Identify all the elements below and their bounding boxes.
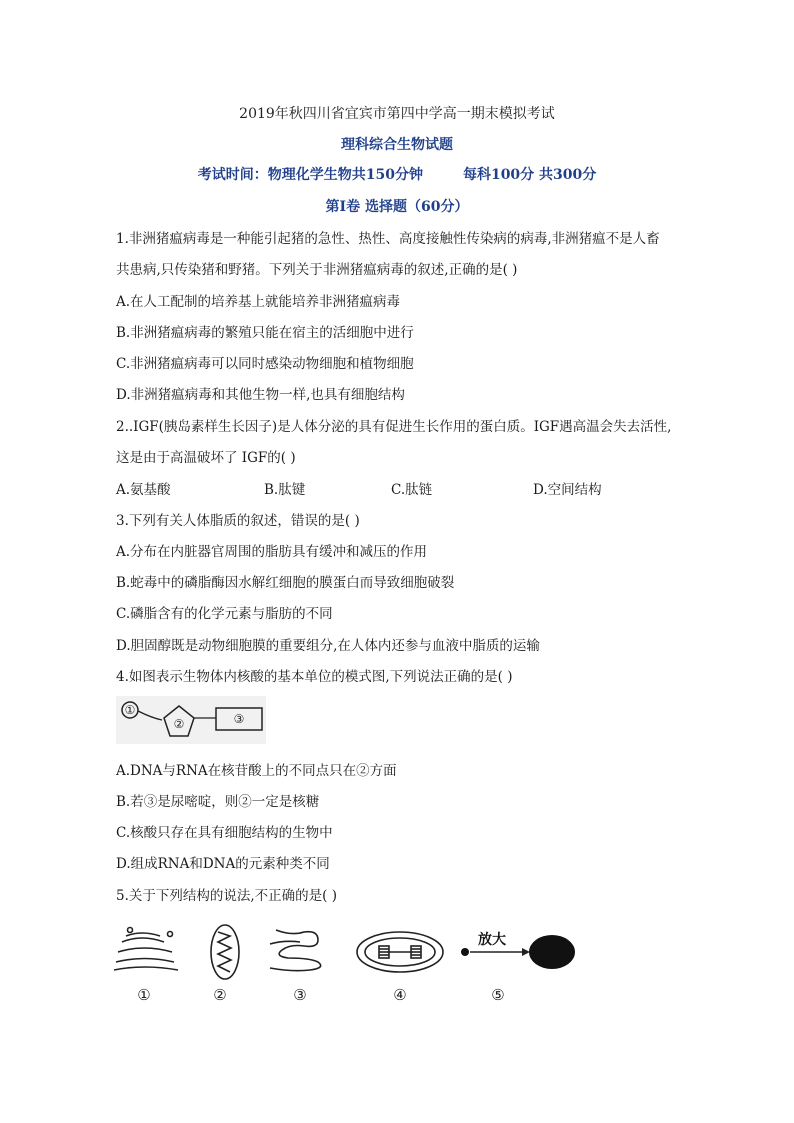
q3-option-c: C.磷脂含有的化学元素与脂肪的不同 bbox=[116, 606, 333, 622]
q4-stem: 4.如图表示生物体内核酸的基本单位的模式图,下列说法正确的是( ) bbox=[116, 669, 513, 685]
endoplasmic-reticulum-icon bbox=[270, 930, 321, 971]
q2-stem-line1: 2..IGF(胰岛素样生长因子)是人体分泌的具有促进生长作用的蛋白质。IGF遇高温会失去活性, bbox=[116, 419, 672, 435]
q3-option-a: A.分布在内脏器官周围的脂肪具有缓冲和减压的作用 bbox=[116, 544, 428, 560]
q4-option-c: C.核酸只存在具有细胞结构的生物中 bbox=[116, 825, 333, 841]
q4-option-b: B.若③是尿嘧啶，则②一定是核糖 bbox=[116, 794, 320, 810]
q2-options bbox=[116, 478, 676, 498]
fig5-label-3: ③ bbox=[293, 986, 307, 1004]
q2-option-a: A.氨基酸 bbox=[116, 482, 171, 498]
nucleotide-diagram bbox=[116, 696, 266, 744]
q1-option-a: A.在人工配制的培养基上就能培养非洲猪瘟病毒 bbox=[116, 294, 401, 310]
q1-option-c: C.非洲猪瘟病毒可以同时感染动物细胞和植物细胞 bbox=[116, 356, 414, 372]
q4-option-d: D.组成RNA和DNA的元素种类不同 bbox=[116, 856, 330, 872]
mitochondrion-icon bbox=[211, 925, 239, 979]
exam-info bbox=[0, 164, 794, 184]
q1-option-b: B.非洲猪瘟病毒的繁殖只能在宿主的活细胞中进行 bbox=[116, 325, 414, 341]
fig5-label-4: ④ bbox=[393, 986, 407, 1004]
q4-option-a: A.DNA与RNA在核苷酸上的不同点只在②方面 bbox=[116, 763, 397, 779]
q1-stem-line2: 共患病,只传染猪和野猪。下列关于非洲猪瘟病毒的叙述,正确的是( ) bbox=[116, 262, 518, 278]
q3-option-d: D.胆固醇既是动物细胞膜的重要组分,在人体内还参与血液中脂质的运输 bbox=[116, 638, 540, 654]
fig5-label-1: ① bbox=[137, 986, 151, 1004]
exam-subtitle: 理科综合生物试题 bbox=[341, 137, 453, 153]
fig4-label-2: ② bbox=[173, 717, 185, 731]
fig5-label-2: ② bbox=[213, 986, 227, 1004]
cell-structures-diagram bbox=[104, 922, 594, 1010]
chloroplast-icon bbox=[357, 932, 443, 972]
q2-stem-line2: 这是由于高温破坏了 IGF的( ) bbox=[116, 450, 296, 466]
fig5-label-5: ⑤ bbox=[491, 986, 505, 1004]
q2-option-b: B.肽键 bbox=[264, 482, 306, 498]
q2-option-d: D.空间结构 bbox=[533, 482, 602, 498]
exam-time: 考试时间：物理化学生物共150分钟 bbox=[197, 167, 423, 183]
golgi-apparatus-icon bbox=[114, 928, 178, 971]
q1-stem-line1: 1.非洲猪瘟病毒是一种能引起猪的急性、热性、高度接触性传染病的病毒,非洲猪瘟不是人畜 bbox=[116, 231, 660, 247]
fig4-label-1: ① bbox=[124, 703, 136, 717]
magnify-label: 放大 bbox=[478, 932, 506, 948]
fig4-label-3: ③ bbox=[233, 712, 245, 726]
exam-scores: 每科100分 共300分 bbox=[462, 167, 597, 183]
q3-option-b: B.蛇毒中的磷脂酶因水解红细胞的膜蛋白而导致细胞破裂 bbox=[116, 575, 455, 591]
section-heading: 第Ⅰ卷 选择题（60分） bbox=[325, 199, 469, 215]
q1-option-d: D.非洲猪瘟病毒和其他生物一样,也具有细胞结构 bbox=[116, 387, 405, 403]
q2-option-c: C.肽链 bbox=[391, 482, 433, 498]
exam-title: 2019年秋四川省宜宾市第四中学高一期末模拟考试 bbox=[239, 106, 555, 122]
q5-stem: 5.关于下列结构的说法,不正确的是( ) bbox=[116, 888, 337, 904]
q3-stem: 3.下列有关人体脂质的叙述，错误的是( ) bbox=[116, 513, 360, 529]
